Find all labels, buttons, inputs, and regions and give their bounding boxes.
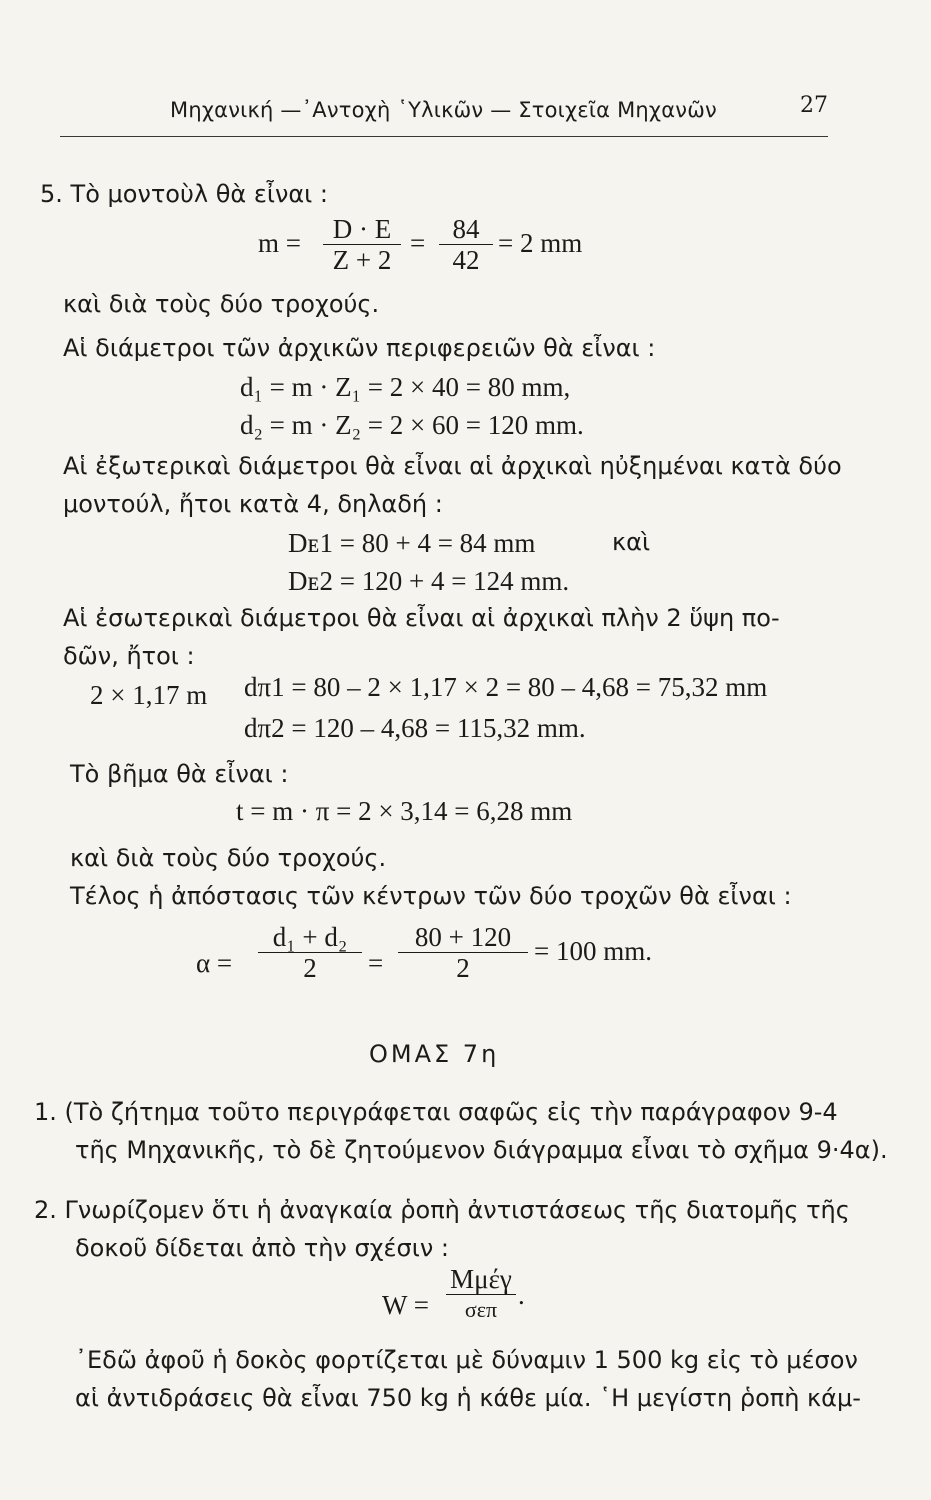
eq-a-denominator-2: 2 bbox=[456, 953, 470, 983]
text-outer-diameters-1: Αἱ ἐξωτερικαὶ διάμετροι θὰ εἶναι αἱ ἀρχικαὶ ηὐξημέναι κατὰ δύο bbox=[63, 452, 842, 480]
item-5-intro: 5. Τὸ μοντοὺλ θὰ εἶναι : bbox=[40, 180, 328, 208]
eq-a-equals: = bbox=[368, 948, 384, 978]
text-both-wheels-1: καὶ διὰ τοὺς δύο τροχούς. bbox=[63, 290, 380, 318]
eq-m-denominator-1: Z + 2 bbox=[332, 245, 392, 275]
beam-line-2: αἱ ἀντιδράσεις θὰ εἶναι 750 kg ἡ κάθε μία. ῾Η μεγίστη ῥοπὴ κάμ- bbox=[75, 1384, 861, 1412]
eq-m-rhs: = 2 mm bbox=[498, 228, 583, 258]
eq-dp2: dπ2 = 120 – 4,68 = 115,32 mm. bbox=[244, 713, 586, 743]
text-both-wheels-2: καὶ διὰ τοὺς δύο τροχούς. bbox=[70, 844, 387, 872]
eq-a-denominator-1: 2 bbox=[303, 953, 317, 983]
eq-W-period: . bbox=[518, 1280, 525, 1310]
eq-t: t = m · π = 2 × 3,14 = 6,28 mm bbox=[236, 796, 573, 826]
eq-m-lhs: m = bbox=[258, 228, 301, 258]
word-and: καὶ bbox=[612, 528, 651, 556]
header-divider bbox=[60, 136, 828, 137]
eq-a-numerator-2: 80 + 120 bbox=[414, 922, 512, 952]
eq-m-fraction-1 bbox=[322, 214, 402, 275]
beam-line-1: ᾽Εδῶ ἀφοῦ ἡ δοκὸς φορτίζεται μὲ δύναμιν 1 500 kg εἰς τὸ μέσον bbox=[75, 1346, 858, 1374]
text-pitch-diameters-intro: Αἱ διάμετροι τῶν ἀρχικῶν περιφερειῶν θὰ εἶναι : bbox=[63, 334, 656, 362]
text-center-distance-intro: Τέλος ἡ ἀπόστασις τῶν κέντρων τῶν δύο τροχῶν θὰ εἶναι : bbox=[70, 882, 792, 910]
eq-dp1: dπ1 = 80 – 2 × 1,17 × 2 = 80 – 4,68 = 75,32 mm bbox=[244, 672, 768, 702]
eq-W-numerator: Mμέγ bbox=[450, 1264, 512, 1294]
eq-De1: Dᴇ1 = 80 + 4 = 84 mm bbox=[288, 528, 536, 558]
eq-m-equals: = bbox=[410, 228, 426, 258]
text-inner-diameters-1: Αἱ ἐσωτερικαὶ διάμετροι θὰ εἶναι αἱ ἀρχικαὶ πλὴν 2 ὕψη πο- bbox=[63, 604, 780, 632]
item-1-line-2: τῆς Μηχανικῆς, τὸ δὲ ζητούμενον διάγραμμα εἶναι τὸ σχῆμα 9·4α). bbox=[75, 1136, 888, 1164]
eq-m-denominator-2: 42 bbox=[452, 245, 480, 275]
eq-W-denominator: σεπ bbox=[464, 1297, 498, 1322]
running-header-title: Μηχανική —᾽Αντοχὴ ῾Υλικῶν — Στοιχεῖα Μηχανῶν bbox=[170, 98, 717, 122]
item-2-line-2: δοκοῦ δίδεται ἀπὸ τὴν σχέσιν : bbox=[75, 1234, 449, 1262]
eq-m-numerator-2: 84 bbox=[452, 214, 480, 244]
page-number: 27 bbox=[800, 93, 828, 118]
section-heading-group-7: ΟΜΑΣ 7η bbox=[369, 1040, 500, 1068]
eq-a-rhs: = 100 mm. bbox=[534, 936, 652, 966]
text-inner-diameters-2: δῶν, ἤτοι : bbox=[63, 642, 195, 670]
eq-a-fraction-1 bbox=[258, 922, 362, 983]
eq-a-fraction-2 bbox=[398, 922, 528, 983]
eq-a-lhs: α = bbox=[196, 948, 233, 978]
eq-d1: d₁ = m · Z₁ = 2 × 40 = 80 mm, bbox=[240, 372, 571, 402]
root-factor: 2 × 1,17 m bbox=[90, 680, 208, 710]
eq-W-lhs: W = bbox=[382, 1290, 429, 1320]
text-outer-diameters-2: μοντούλ, ἤτοι κατὰ 4, δηλαδή : bbox=[63, 490, 443, 518]
eq-a-numerator-1: d₁ + d₂ bbox=[272, 922, 348, 952]
eq-W-fraction bbox=[446, 1264, 516, 1325]
eq-d2: d₂ = m · Z₂ = 2 × 60 = 120 mm. bbox=[240, 410, 584, 440]
item-2-line-1: 2. Γνωρίζομεν ὅτι ἡ ἀναγκαία ῥοπὴ ἀντιστάσεως τῆς διατομῆς τῆς bbox=[34, 1196, 850, 1224]
item-1-line-1: 1. (Τὸ ζήτημα τοῦτο περιγράφεται σαφῶς εἰς τὴν παράγραφον 9-4 bbox=[34, 1098, 838, 1126]
eq-m-fraction-2 bbox=[438, 214, 494, 275]
eq-m-numerator-1: D · E bbox=[332, 214, 392, 244]
eq-De2: Dᴇ2 = 120 + 4 = 124 mm. bbox=[288, 566, 570, 596]
text-pitch-intro: Τὸ βῆμα θὰ εἶναι : bbox=[70, 760, 289, 788]
